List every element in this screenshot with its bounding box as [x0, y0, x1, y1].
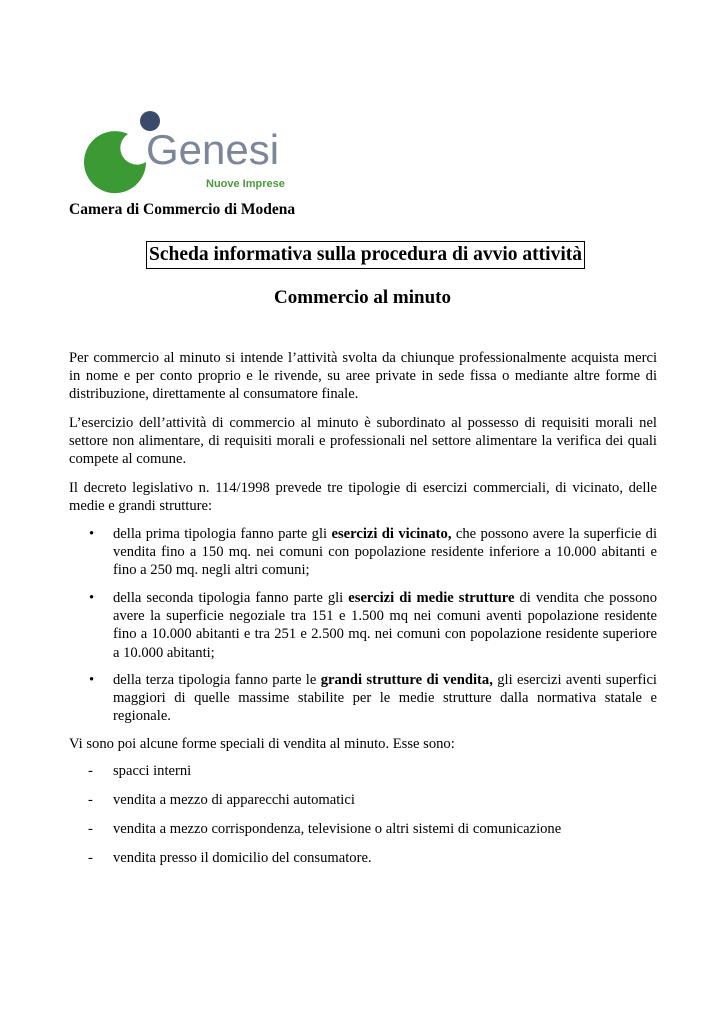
paragraph-text: Per commercio al minuto si intende l’attività svolta da chiunque professionalmente acquista merci in nome e per conto proprio e le rivende, su aree private in sede fissa o mediante altre forme di distribuzione, direttamente al consumatore finale.	[69, 350, 657, 403]
document-subtitle: Commercio al minuto	[274, 287, 451, 308]
paragraph-special-intro	[69, 735, 657, 753]
list-item-text: della seconda tipologia fanno parte gli esercizi di medie strutture di vendita che possono avere la superficie negoziale tra 151 e 1.500 mq nei comuni aventi popolazione residente fino a 10.000 abitanti e tra 251 e 2.500 mq. nei comuni con popolazione residente superiore a 10.000 abitanti;	[113, 590, 657, 661]
paragraph-text: Il decreto legislativo n. 114/1998 prevede tre tipologie di esercizi commerciali, di vicinato, delle medie e grandi strutture:	[69, 480, 657, 515]
paragraph-text: L’esercizio dell’attività di commercio al minuto è subordinato al possesso di requisiti morali nel settore non alimentare, di requisiti morali e professionali nel settore alimentare la verifica dei quali compete al comune.	[69, 415, 657, 468]
bullet-icon: •	[89, 590, 95, 606]
emphasis: grandi strutture di vendita,	[320, 672, 493, 688]
paragraph-requirements	[69, 414, 657, 469]
emphasis: esercizi di vicinato,	[331, 526, 452, 542]
paragraph-definition	[69, 349, 657, 404]
list-item	[69, 525, 657, 580]
svg-text:Genesi: Genesi	[146, 126, 280, 173]
dash-icon: -	[88, 821, 93, 837]
dash-icon: -	[88, 850, 93, 866]
paragraph-text: Vi sono poi alcune forme speciali di vendita al minuto. Esse sono:	[69, 736, 455, 752]
genesi-logo	[74, 104, 296, 194]
document-title: Scheda informativa sulla procedura di avvio attività	[146, 241, 585, 269]
genesi-logo-graphic	[74, 104, 296, 194]
list-item-text: spacci interni	[113, 763, 192, 779]
organization-name: Camera di Commercio di Modena	[69, 201, 296, 218]
dash-icon: -	[88, 763, 93, 779]
list-item-text: della terza tipologia fanno parte le grandi strutture di vendita, gli esercizi aventi superfici maggiori di quelle massime stabilite per le medie strutture dalla normativa statale e regionale.	[113, 672, 657, 725]
emphasis: esercizi di medie strutture	[348, 590, 515, 606]
bullet-icon: •	[89, 526, 95, 542]
list-item-text: vendita presso il domicilio del consumatore.	[113, 850, 372, 866]
list-item	[69, 589, 657, 662]
list-item-text: della prima tipologia fanno parte gli esercizi di vicinato, che possono avere la superficie di vendita fino a 150 mq. nei comuni con popolazione residente inferiore a 10.000 abitanti e fino a 250 mq. negli altri comuni;	[113, 526, 658, 579]
svg-text:Nuove Imprese: Nuove Imprese	[206, 178, 285, 190]
dash-icon: -	[88, 792, 93, 808]
list-item-text: vendita a mezzo corrispondenza, televisione o altri sistemi di comunicazione	[113, 821, 562, 837]
bullet-icon: •	[89, 672, 95, 688]
list-item	[69, 671, 657, 726]
list-item-text: vendita a mezzo di apparecchi automatici	[113, 792, 355, 808]
paragraph-decree	[69, 479, 657, 515]
